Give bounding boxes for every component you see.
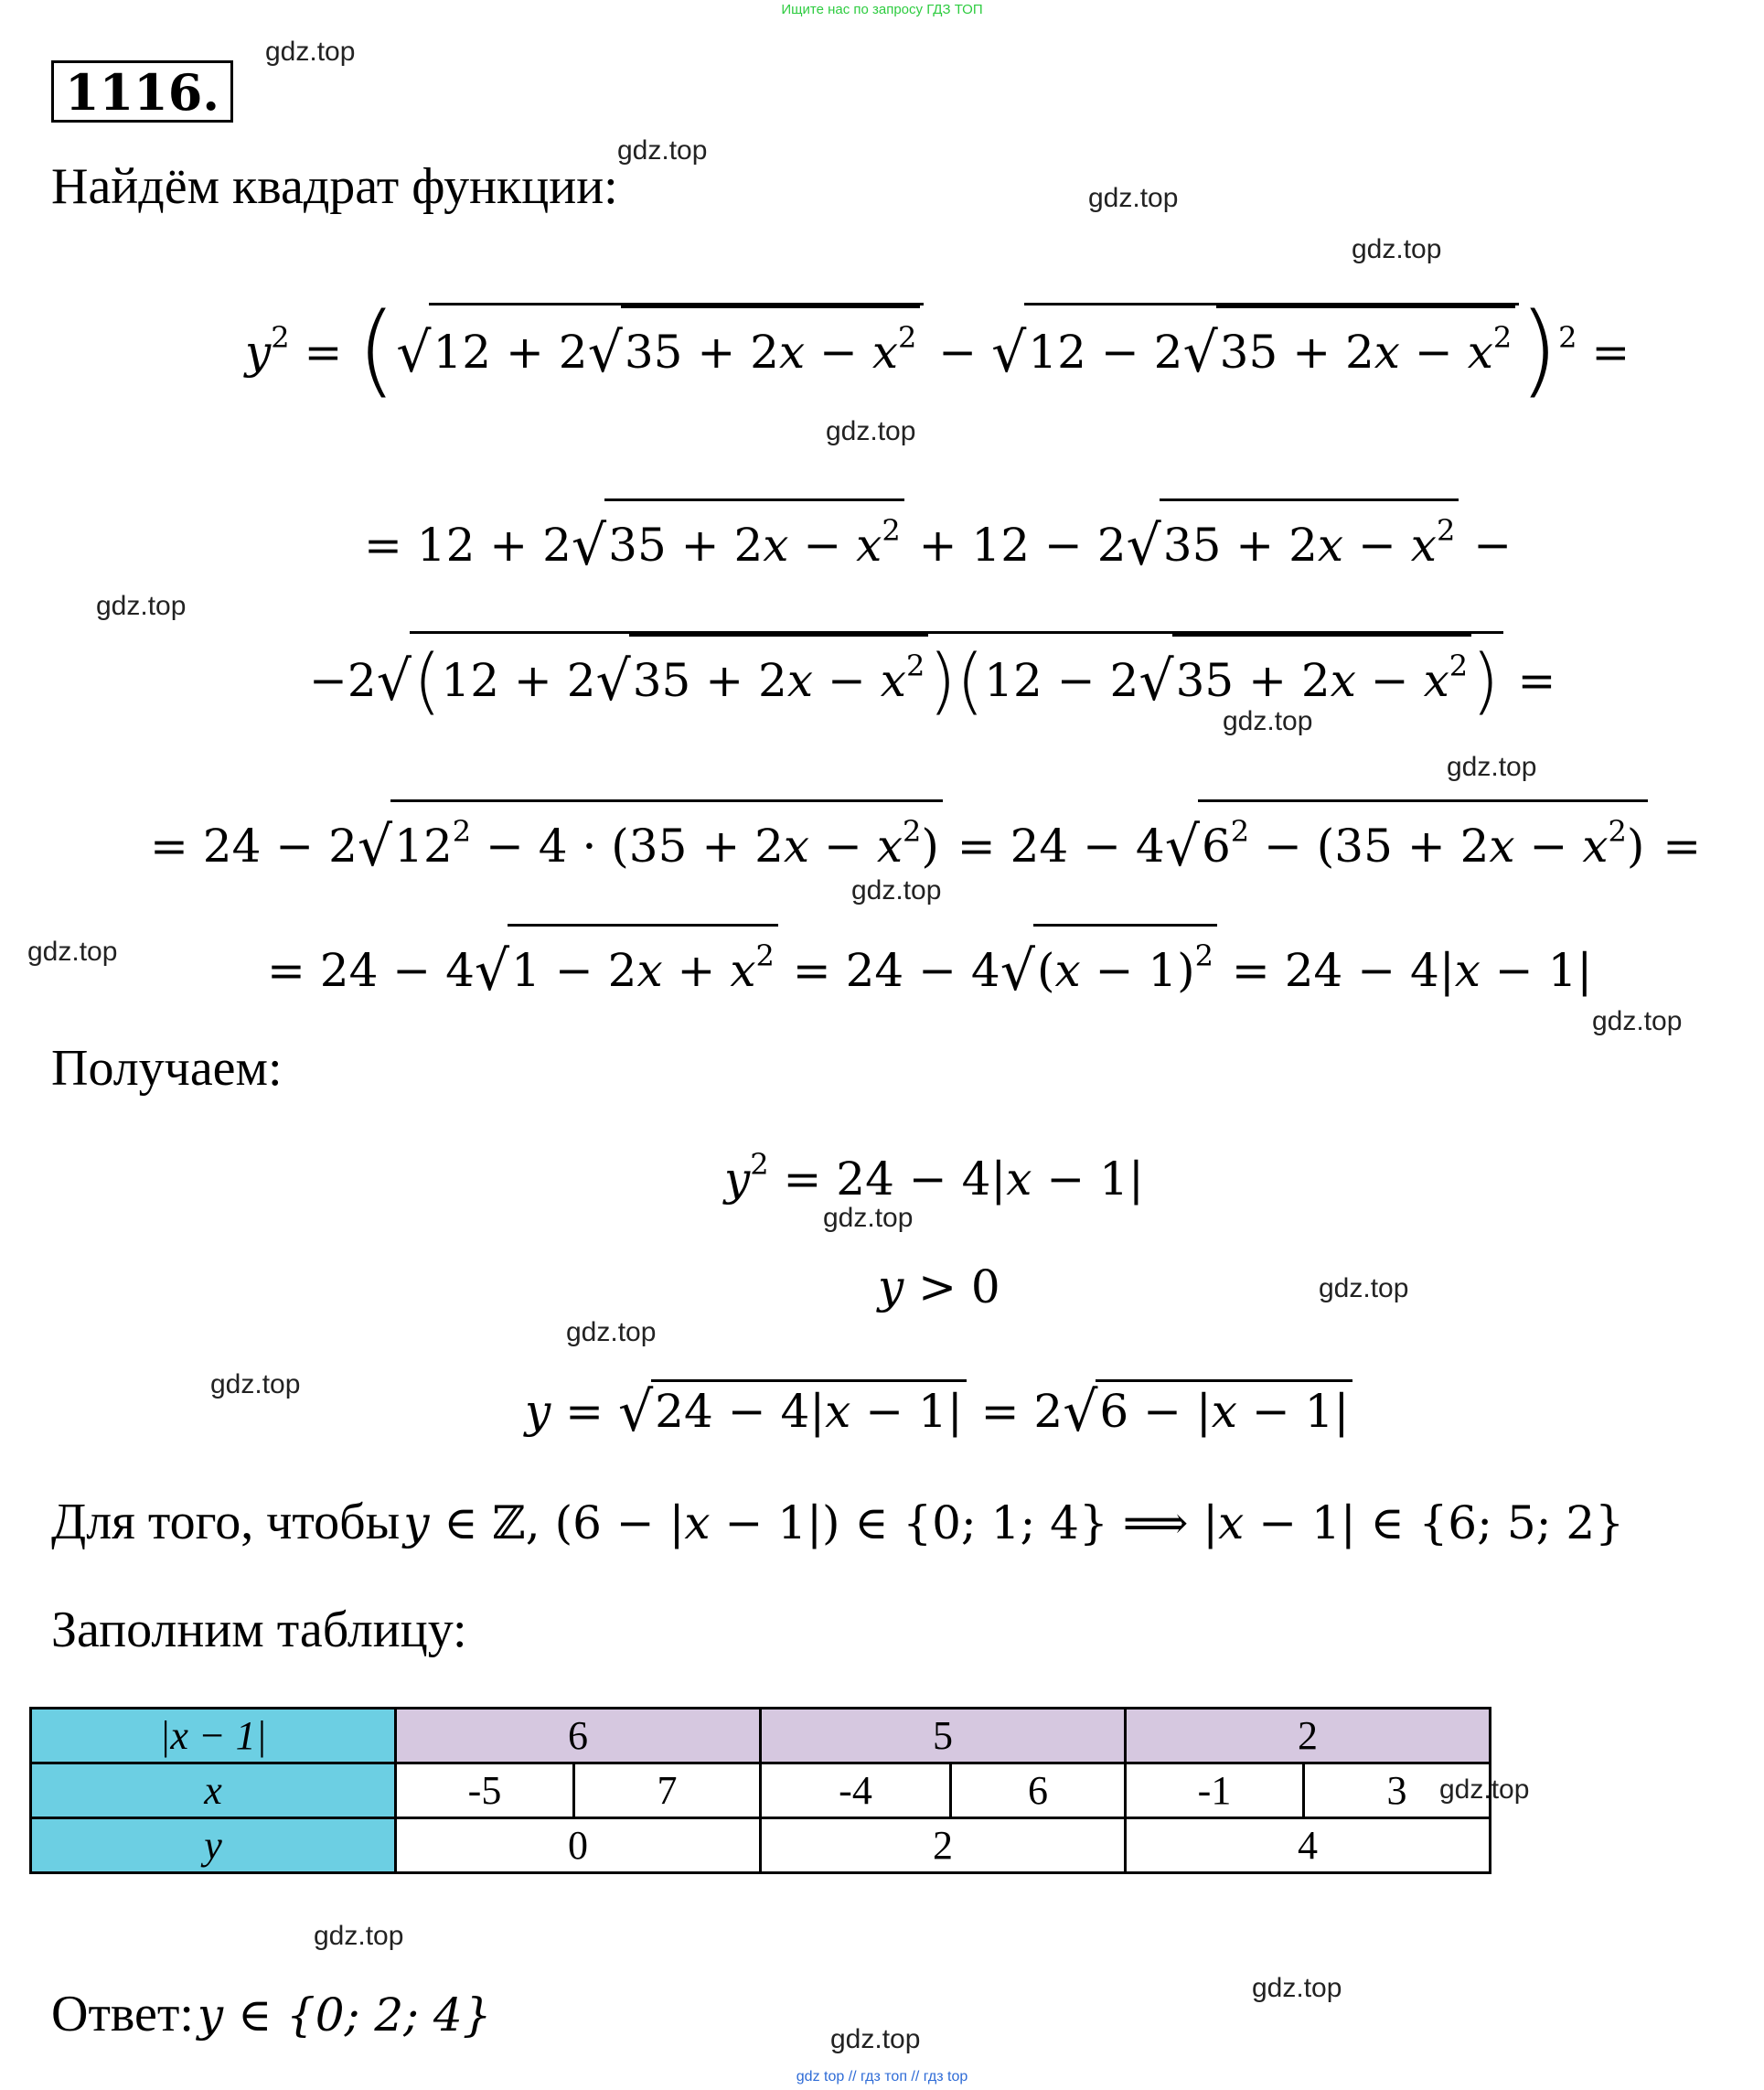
watermark: gdz.top <box>1592 1006 1683 1036</box>
answer-line <box>51 1985 492 2043</box>
watermark: gdz.top <box>265 37 356 67</box>
watermark: gdz.top <box>1252 1973 1342 2003</box>
equation-line-2: = $12 + 2√35 + 2x - x^2 + 12 - 2√35 + 2x - x^2$ − <box>364 498 1512 578</box>
watermark: gdz.top <box>830 2024 921 2054</box>
watermark: gdz.top <box>1352 234 1442 264</box>
top-banner: Ищите нас по запросу ГДЗ ТОП <box>781 2 983 17</box>
table-cell: 6 <box>396 1709 761 1763</box>
table-cell: -1 <box>1126 1763 1304 1818</box>
bottom-banner: gdz top // гдз топ // гдз top <box>796 2069 968 2085</box>
equation-y-squared: $y^2 = 24 - 4|x - 1|$ <box>724 1147 1144 1206</box>
watermark: gdz.top <box>1088 183 1179 213</box>
intro-text: Найдём квадрат функции: <box>51 158 618 215</box>
table-cell: -4 <box>761 1763 951 1818</box>
equation-line-4: = $24 - 2√12^2 - 4 \cdot (35 + 2x - x^2) = 24 - 4√6^2 - (35 + 2x - x^2)$ = <box>150 799 1701 879</box>
table-row <box>31 1818 1491 1873</box>
table-cell: 2 <box>761 1818 1126 1873</box>
equation-y-positive: y > 0 <box>878 1260 1000 1313</box>
table-row <box>31 1709 1491 1763</box>
watermark: gdz.top <box>1223 706 1313 736</box>
table-header-abs: |x − 1| <box>31 1709 396 1763</box>
watermark: gdz.top <box>1319 1273 1409 1303</box>
table-cell: 0 <box>396 1818 761 1873</box>
watermark: gdz.top <box>1447 752 1537 782</box>
watermark: gdz.top <box>617 135 708 166</box>
watermark: gdz.top <box>823 1203 914 1233</box>
table-cell: 7 <box>574 1763 761 1818</box>
table-header-y: y <box>31 1818 396 1873</box>
table-row <box>31 1763 1491 1818</box>
table-cell: 6 <box>951 1763 1126 1818</box>
watermark: gdz.top <box>1439 1774 1530 1805</box>
equation-line-3: $-2√(12 + 2√35 + 2x - x^2)(12 - 2√35 + 2x - x^2)$ = <box>309 631 1556 713</box>
fill-table-text: Заполним таблицу: <box>51 1602 467 1658</box>
answer-value: y ∈ {0; 2; 4} <box>197 1988 492 2042</box>
condition-line: Для того, чтобы y ∈ ℤ, (6 − |x − 1|) ∈ {0; 1; 4} ⟹ |x − 1| ∈ {6; 5; 2} <box>51 1494 1625 1550</box>
equation-y-root: y = √24 − 4|x − 1| = 2√6 − |x − 1| <box>525 1379 1352 1444</box>
equation-line-1: $y^2 = (√12 + 2√35 + 2x - x^2 - √12 - 2√35 + 2x - x^2)^2$ = <box>245 291 1630 408</box>
equation-line-5: = $24 - 4√1 - 2x + x^2 = 24 - 4√(x - 1)^2 = 24 - 4|x - 1|$ <box>267 924 1592 1003</box>
watermark: gdz.top <box>566 1317 657 1347</box>
watermark: gdz.top <box>826 416 916 446</box>
table-cell: 2 <box>1126 1709 1491 1763</box>
table-header-x: x <box>31 1763 396 1818</box>
values-table <box>29 1707 1491 1874</box>
table-cell: 4 <box>1126 1818 1491 1873</box>
answer-label: Ответ: <box>51 1986 194 2042</box>
problem-number: 1116. <box>51 60 233 123</box>
watermark: gdz.top <box>314 1921 404 1951</box>
watermark: gdz.top <box>96 591 187 621</box>
table-cell: 5 <box>761 1709 1126 1763</box>
watermark: gdz.top <box>851 875 942 906</box>
table-cell: 3 <box>1304 1763 1491 1818</box>
condition-text: Для того, чтобы <box>51 1494 401 1550</box>
watermark: gdz.top <box>27 937 118 967</box>
watermark: gdz.top <box>210 1369 301 1399</box>
obtain-text: Получаем: <box>51 1040 283 1097</box>
table-cell: -5 <box>396 1763 574 1818</box>
